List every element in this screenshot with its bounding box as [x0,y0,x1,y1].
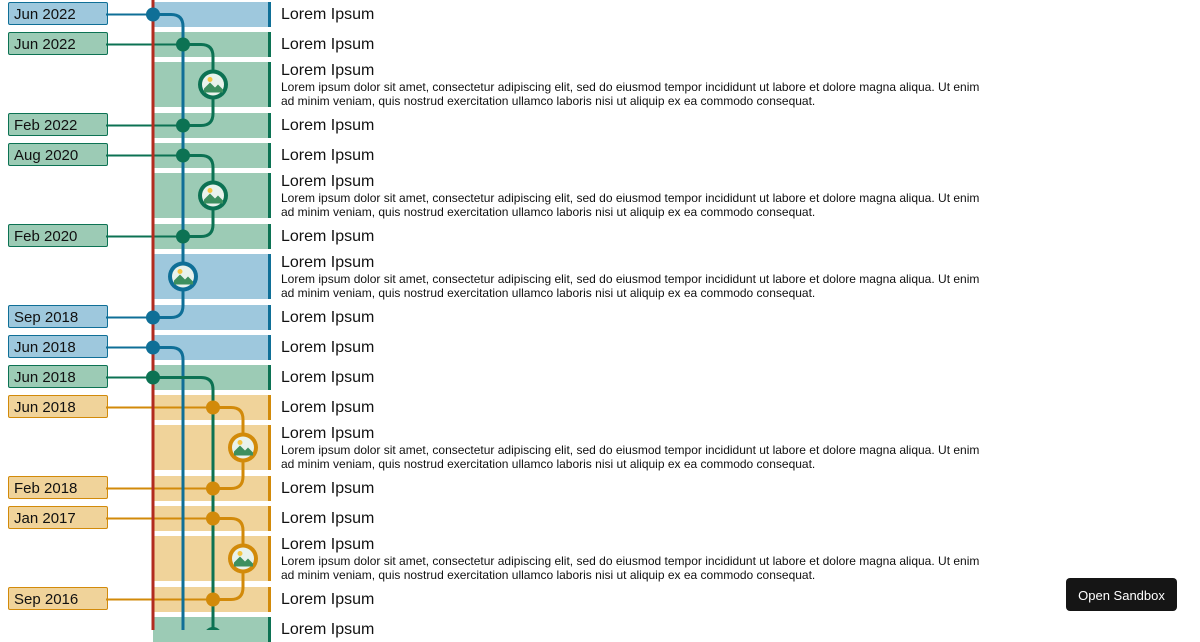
timeline-row [0,476,1200,501]
row-band [153,62,268,107]
timeline-row [0,143,1200,168]
event-title: Lorem Ipsum [281,173,375,190]
row-band-edge [268,395,271,420]
row-band [153,476,268,501]
row-band [153,395,268,420]
event-title: Lorem Ipsum [281,480,375,497]
date-label: Jun 2022 [8,32,108,55]
timeline-row [0,224,1200,249]
event-title: Lorem Ipsum [281,621,375,638]
date-label: Jun 2018 [8,365,108,388]
row-band [153,506,268,531]
row-band-edge [268,113,271,138]
event-description: Lorem ipsum dolor sit amet, consectetur adipiscing elit, sed do eiusmod tempor incididunt ut labore et dolore magna aliqua. Ut enim ad minim veniam, quis nostrud exercitation ullamco laboris nisi ut aliquip ex ea commodo consequat. [281,554,980,582]
date-label: Feb 2018 [8,476,108,499]
timeline-row [0,335,1200,360]
timeline-row [0,32,1200,57]
row-band-edge [268,506,271,531]
date-label: Feb 2020 [8,224,108,247]
row-band [153,335,268,360]
event-title: Lorem Ipsum [281,339,375,356]
row-band-edge [268,476,271,501]
timeline-row [0,173,1200,218]
row-band-edge [268,587,271,612]
row-band [153,536,268,581]
open-sandbox-button[interactable]: Open Sandbox [1066,578,1177,611]
timeline-row [0,587,1200,612]
date-label: Jun 2018 [8,395,108,418]
row-band-edge [268,305,271,330]
row-band [153,224,268,249]
timeline-row [0,395,1200,420]
row-band [153,587,268,612]
event-description: Lorem ipsum dolor sit amet, consectetur adipiscing elit, sed do eiusmod tempor incididunt ut labore et dolore magna aliqua. Ut enim ad minim veniam, quis nostrud exercitation ullamco laboris nisi ut aliquip ex ea commodo consequat. [281,191,980,219]
event-title: Lorem Ipsum [281,369,375,386]
row-band [153,425,268,470]
timeline-row [0,2,1200,27]
event-title: Lorem Ipsum [281,117,375,134]
row-band-edge [268,2,271,27]
row-band [153,113,268,138]
event-title: Lorem Ipsum [281,254,375,271]
event-title: Lorem Ipsum [281,536,375,553]
row-band [153,2,268,27]
date-label: Jun 2018 [8,335,108,358]
timeline-row [0,365,1200,390]
row-band [153,365,268,390]
row-band-edge [268,173,271,218]
timeline-row [0,506,1200,531]
row-band [153,173,268,218]
timeline-row [0,254,1200,299]
row-band-edge [268,425,271,470]
row-band-edge [268,143,271,168]
date-label: Sep 2018 [8,305,108,328]
timeline-row [0,425,1200,470]
event-title: Lorem Ipsum [281,6,375,23]
row-band [153,254,268,299]
row-band-edge [268,365,271,390]
timeline-row [0,62,1200,107]
event-title: Lorem Ipsum [281,510,375,527]
event-title: Lorem Ipsum [281,62,375,79]
row-band [153,305,268,330]
event-title: Lorem Ipsum [281,147,375,164]
row-band-edge [268,254,271,299]
row-band-edge [268,62,271,107]
event-title: Lorem Ipsum [281,36,375,53]
row-band [153,32,268,57]
row-band-edge [268,224,271,249]
date-label: Feb 2022 [8,113,108,136]
row-band-edge [268,32,271,57]
row-band [153,143,268,168]
event-title: Lorem Ipsum [281,399,375,416]
timeline-row [0,113,1200,138]
timeline-row [0,305,1200,330]
date-label: Aug 2020 [8,143,108,166]
event-description: Lorem ipsum dolor sit amet, consectetur adipiscing elit, sed do eiusmod tempor incididunt ut labore et dolore magna aliqua. Ut enim ad minim veniam, quis nostrud exercitation ullamco laboris nisi ut aliquip ex ea commodo consequat. [281,272,980,300]
date-label: Jan 2017 [8,506,108,529]
event-description: Lorem ipsum dolor sit amet, consectetur adipiscing elit, sed do eiusmod tempor incididunt ut labore et dolore magna aliqua. Ut enim ad minim veniam, quis nostrud exercitation ullamco laboris nisi ut aliquip ex ea commodo consequat. [281,80,980,108]
event-title: Lorem Ipsum [281,425,375,442]
event-title: Lorem Ipsum [281,228,375,245]
timeline-row [0,536,1200,581]
date-label: Jun 2022 [8,2,108,25]
row-band-edge [268,335,271,360]
event-title: Lorem Ipsum [281,309,375,326]
row-band-edge [268,536,271,581]
date-label: Sep 2016 [8,587,108,610]
event-description: Lorem ipsum dolor sit amet, consectetur adipiscing elit, sed do eiusmod tempor incididunt ut labore et dolore magna aliqua. Ut enim ad minim veniam, quis nostrud exercitation ullamco laboris nisi ut aliquip ex ea commodo consequat. [281,443,980,471]
event-title: Lorem Ipsum [281,591,375,608]
